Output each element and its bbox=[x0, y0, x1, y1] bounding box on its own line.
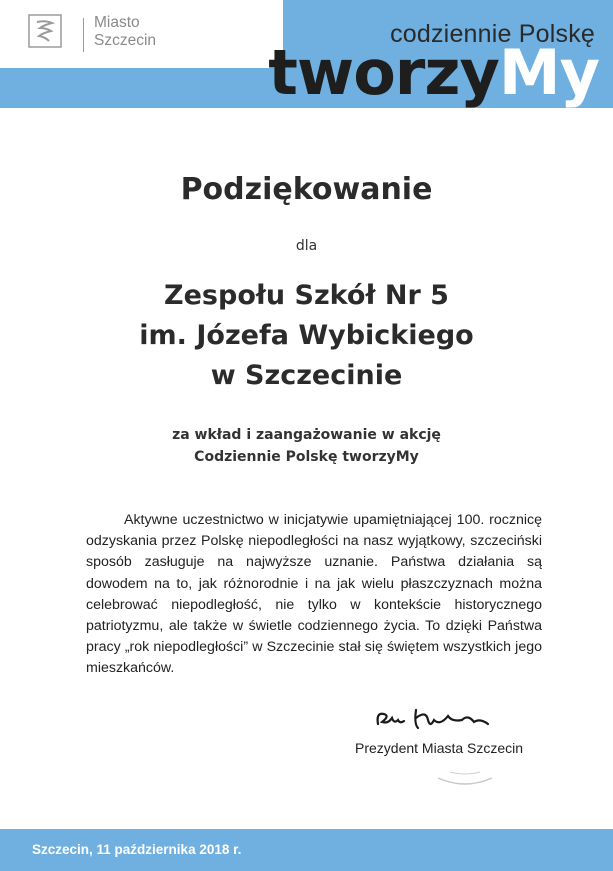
handwritten-signature bbox=[370, 702, 530, 738]
header bbox=[0, 0, 613, 108]
logo-separator bbox=[83, 18, 84, 52]
footer-band bbox=[0, 829, 613, 871]
reason-line-1: za wkład i zaangażowanie w akcję bbox=[172, 427, 441, 443]
slogan-small: codziennie Polskę bbox=[390, 20, 595, 48]
slogan-big-dark: tworzy bbox=[268, 36, 499, 109]
for-label: dla bbox=[295, 238, 318, 254]
slogan-big-light: My bbox=[498, 36, 599, 109]
logo-line-2: Szczecin bbox=[94, 32, 157, 49]
body-text bbox=[86, 510, 542, 680]
logo-area bbox=[0, 0, 283, 68]
recipient-line-2: im. Józefa Wybickiego bbox=[139, 320, 474, 351]
recipient-line-3: w Szczecinie bbox=[210, 360, 403, 391]
signature-caption: Prezydent Miasta Szczecin bbox=[355, 740, 524, 756]
reason bbox=[0, 424, 613, 468]
place-date: Szczecin, 11 października 2018 r. bbox=[32, 842, 242, 857]
recipient-line-1: Zespołu Szkół Nr 5 bbox=[164, 280, 449, 311]
body-paragraph: Aktywne uczestnictwo w inicjatywie upamiętniającej 100. rocznicę odzyskania przez Polskę niepodległości na nasz wyjątkowy, szczeciński sposób zasługuje na najwyższe uznanie. Państwa działania są dowodem na to, jak różnorodnie i na jak wielu płaszczyznach można celebrować niepodległość, nie tylko w kontekście historycznego patriotyzmu, ale także w świetle codziennego życia. To dzięki Państwa pracy „rok niepodległości” w Szczecinie stał się świętem wszystkich jego mieszkańców. bbox=[86, 512, 542, 677]
reason-line-2: Codziennie Polskę tworzyMy bbox=[194, 449, 419, 465]
logo-text bbox=[94, 14, 156, 50]
slogan-big bbox=[268, 36, 599, 109]
document-title: Podziękowanie bbox=[180, 172, 433, 207]
recipient bbox=[0, 276, 613, 396]
logo-line-1: Miasto bbox=[94, 14, 140, 31]
city-logo-icon bbox=[28, 14, 62, 48]
